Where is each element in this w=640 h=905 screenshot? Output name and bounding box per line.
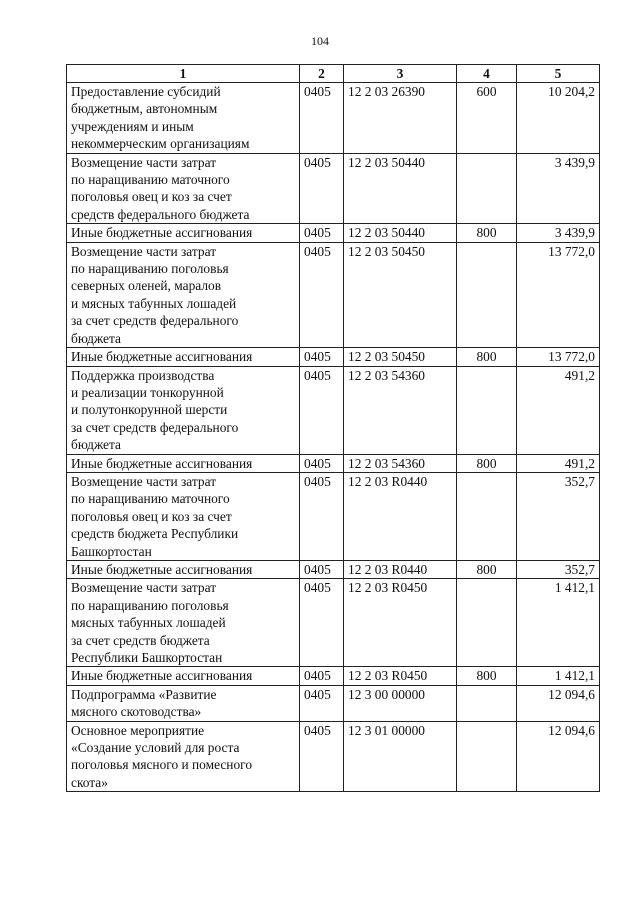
header-col-4: 4 (457, 65, 517, 83)
table-row (67, 153, 600, 224)
row-type-cell: 800 (457, 667, 517, 685)
row-name-line: бюджета (71, 437, 121, 453)
row-section-cell: 0405 (300, 224, 344, 242)
row-name-line: за счет средств федерального (71, 419, 239, 435)
row-name-cell (67, 579, 300, 667)
row-section-cell: 0405 (300, 721, 344, 792)
row-name-line: мясного скотоводства» (71, 704, 202, 720)
row-amount-cell: 13 772,0 (517, 242, 600, 347)
row-name-line: и реализации тонкорунной (71, 384, 224, 400)
row-section-cell: 0405 (300, 83, 344, 154)
table-row (67, 366, 600, 454)
row-name-line: по наращиванию поголовья (71, 597, 229, 613)
row-name-line: Иные бюджетные ассигнования (71, 561, 253, 577)
row-name-line: «Создание условий для роста (71, 740, 240, 756)
row-name-cell (67, 454, 300, 472)
row-name-line: Возмещение части затрат (71, 580, 217, 596)
row-name-cell (67, 224, 300, 242)
row-type-cell: 800 (457, 348, 517, 366)
row-name-line: Предоставление субсидий (71, 84, 221, 99)
row-type-cell (457, 153, 517, 224)
row-name-line: некоммерческим организациям (71, 136, 250, 152)
row-type-cell (457, 242, 517, 347)
row-name-line: Иные бюджетные ассигнования (71, 668, 253, 684)
row-name-line: Иные бюджетные ассигнования (71, 225, 253, 241)
table-row (67, 454, 600, 472)
row-amount-cell: 10 204,2 (517, 83, 600, 154)
row-target-cell: 12 2 03 R0450 (344, 579, 457, 667)
row-target-cell: 12 3 01 00000 (344, 721, 457, 792)
row-name-line: мясных табунных лошадей (71, 615, 226, 631)
row-name-line: Возмещение части затрат (71, 154, 217, 170)
header-col-2: 2 (300, 65, 344, 83)
row-target-cell: 12 2 03 R0450 (344, 667, 457, 685)
table-row (67, 348, 600, 366)
row-amount-cell: 3 439,9 (517, 224, 600, 242)
row-target-cell: 12 3 00 00000 (344, 685, 457, 721)
row-amount-cell: 491,2 (517, 366, 600, 454)
row-name-cell (67, 348, 300, 366)
row-name-line: за счет средств бюджета (71, 632, 210, 648)
row-amount-cell: 12 094,6 (517, 721, 600, 792)
row-name-line: Возмещение части затрат (71, 473, 217, 489)
row-name-line: Башкортостан (71, 543, 152, 559)
row-name-line: по наращиванию маточного (71, 491, 230, 507)
budget-table (66, 64, 600, 792)
row-section-cell: 0405 (300, 454, 344, 472)
row-section-cell: 0405 (300, 579, 344, 667)
row-amount-cell: 352,7 (517, 560, 600, 578)
row-name-line: средств бюджета Республики (71, 526, 239, 542)
row-name-line: по наращиванию поголовья (71, 261, 229, 277)
table-header-row (67, 65, 600, 83)
row-type-cell (457, 685, 517, 721)
row-target-cell: 12 2 03 26390 (344, 83, 457, 154)
row-name-line: Подпрограмма «Развитие (71, 686, 217, 702)
row-target-cell: 12 2 03 54360 (344, 366, 457, 454)
row-amount-cell: 1 412,1 (517, 579, 600, 667)
row-name-line: скота» (71, 774, 108, 790)
row-amount-cell: 352,7 (517, 472, 600, 560)
row-name-cell (67, 366, 300, 454)
row-type-cell: 600 (457, 83, 517, 154)
row-name-cell (67, 685, 300, 721)
row-name-line: и полутонкорунной шерсти (71, 402, 228, 418)
table-row (67, 721, 600, 792)
row-name-line: средств федерального бюджета (71, 206, 250, 222)
row-name-cell (67, 153, 300, 224)
row-name-line: Основное мероприятие (71, 722, 205, 738)
row-section-cell: 0405 (300, 242, 344, 347)
row-target-cell: 12 2 03 50440 (344, 224, 457, 242)
row-section-cell: 0405 (300, 667, 344, 685)
table-row (67, 667, 600, 685)
row-name-cell (67, 83, 300, 154)
header-col-5: 5 (517, 65, 600, 83)
row-amount-cell: 12 094,6 (517, 685, 600, 721)
row-name-line: поголовья овец и коз за счет (71, 508, 232, 524)
row-name-line: поголовья овец и коз за счет (71, 189, 232, 205)
row-amount-cell: 3 439,9 (517, 153, 600, 224)
row-name-line: по наращиванию маточного (71, 172, 230, 188)
row-target-cell: 12 2 03 54360 (344, 454, 457, 472)
row-type-cell: 800 (457, 454, 517, 472)
page-number: 104 (311, 34, 329, 48)
header-col-3: 3 (344, 65, 457, 83)
row-name-line: и мясных табунных лошадей (71, 295, 237, 311)
row-section-cell: 0405 (300, 560, 344, 578)
row-name-line: бюджетным, автономным (71, 101, 218, 117)
row-type-cell: 800 (457, 560, 517, 578)
row-target-cell: 12 2 03 50450 (344, 242, 457, 347)
row-name-cell (67, 472, 300, 560)
table-row (67, 579, 600, 667)
row-target-cell: 12 2 03 50440 (344, 153, 457, 224)
row-target-cell: 12 2 03 R0440 (344, 472, 457, 560)
row-section-cell: 0405 (300, 685, 344, 721)
row-name-cell (67, 667, 300, 685)
table-row (67, 685, 600, 721)
row-name-line: Иные бюджетные ассигнования (71, 455, 253, 471)
row-name-line: поголовья мясного и помесного (71, 757, 253, 773)
table-row (67, 560, 600, 578)
row-type-cell (457, 366, 517, 454)
row-amount-cell: 491,2 (517, 454, 600, 472)
row-section-cell: 0405 (300, 472, 344, 560)
row-type-cell (457, 472, 517, 560)
table-row (67, 242, 600, 347)
row-type-cell (457, 721, 517, 792)
row-type-cell: 800 (457, 224, 517, 242)
row-section-cell: 0405 (300, 366, 344, 454)
header-col-1: 1 (67, 65, 300, 83)
row-section-cell: 0405 (300, 348, 344, 366)
row-name-line: учреждениям и иным (71, 118, 194, 134)
row-name-line: Поддержка производства (71, 367, 215, 383)
row-name-line: за счет средств федерального (71, 313, 239, 329)
row-amount-cell: 1 412,1 (517, 667, 600, 685)
row-amount-cell: 13 772,0 (517, 348, 600, 366)
row-name-cell (67, 560, 300, 578)
row-name-line: бюджета (71, 330, 121, 346)
table-row (67, 472, 600, 560)
table-row (67, 83, 600, 154)
row-type-cell (457, 579, 517, 667)
table-body (67, 83, 600, 792)
row-name-line: Возмещение части затрат (71, 243, 217, 259)
row-name-line: Республики Башкортостан (71, 650, 223, 665)
row-name-cell (67, 721, 300, 792)
row-name-cell (67, 242, 300, 347)
row-target-cell: 12 2 03 R0440 (344, 560, 457, 578)
row-section-cell: 0405 (300, 153, 344, 224)
row-name-line: северных оленей, маралов (71, 278, 222, 294)
row-target-cell: 12 2 03 50450 (344, 348, 457, 366)
row-name-line: Иные бюджетные ассигнования (71, 349, 253, 365)
table-row (67, 224, 600, 242)
